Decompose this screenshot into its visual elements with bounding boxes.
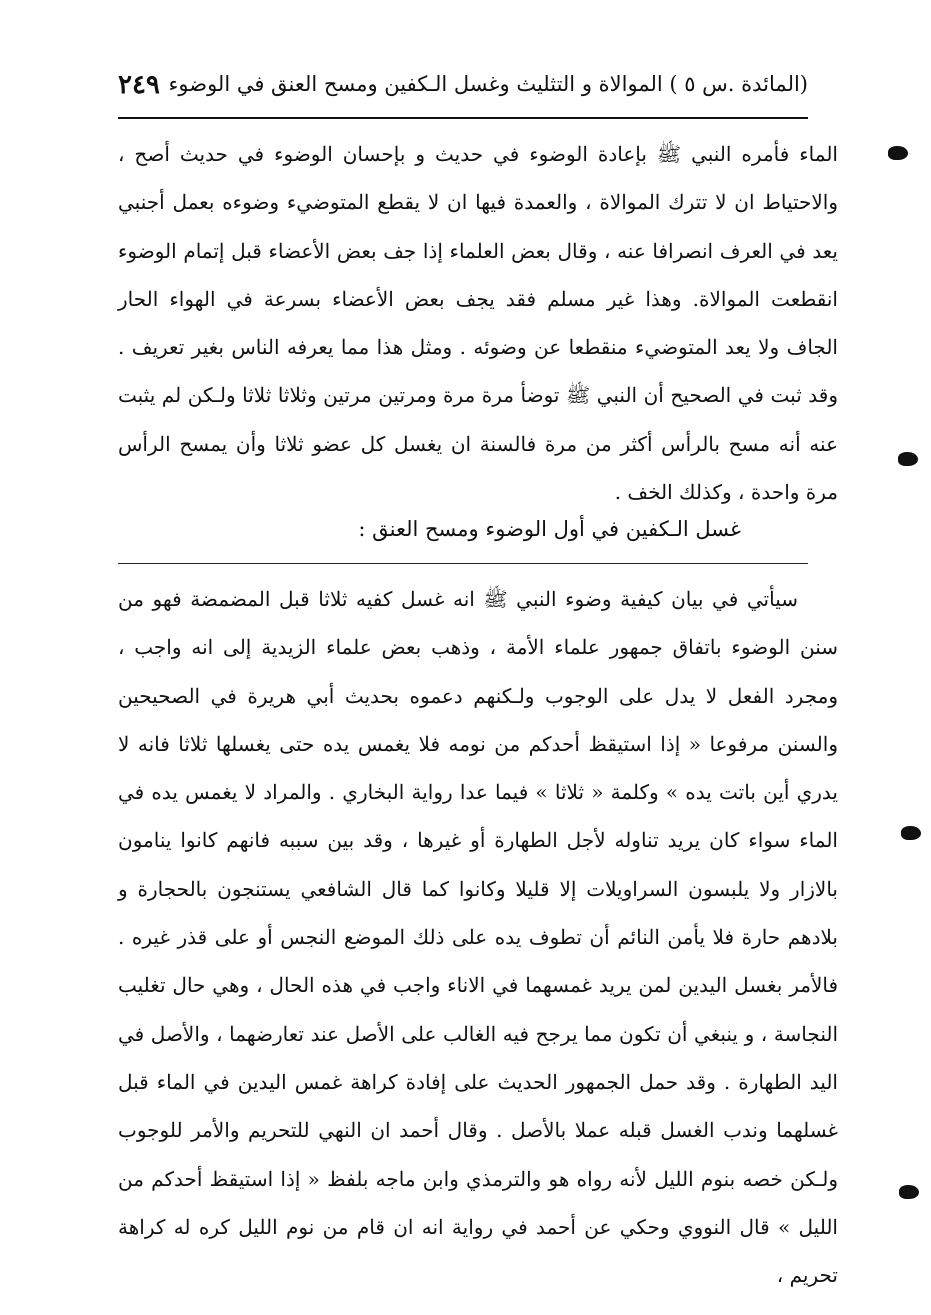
running-header	[118, 68, 808, 112]
section-heading: غسل الـكفين في أول الوضوء ومسح العنق :	[358, 517, 741, 541]
margin-blot-mark	[901, 826, 921, 840]
page-number: ٢٤٩	[118, 70, 160, 100]
margin-blot-mark	[898, 452, 918, 466]
paragraph-muwalat: الماء فأمره النبي ﷺ بإعادة الوضوء في حديث و بإحسان الوضوء في حديث أصح ، والاحتياط ان لا تترك الموالاة ، والعمدة فيها ان لا يقطع المتوضيء وضوءه بعمل أجنبي يعد في العرف انصرافا عنه ، وقال بعض العلماء إذا جف بعض الأعضاء قبل إتمام الوضوء انقطعت الموالاة. وهذا غير مسلم فقد يجف بعض الأعضاء بسرعة في الهواء الحار الجاف ولا يعد المتوضيء منقطعا عن وضوئه . ومثل هذا مما يعرفه الناس بغير تعريف . وقد ثبت في الصحيح أن النبي ﷺ توضأ مرة مرة ومرتين مرتين وثلاثا ثلاثا ولـكن لم يثبت عنه أنه مسح بالرأس أكثر من مرة فالسنة ان يغسل كل عضو ثلاثا وأن يمسح الرأس مرة واحدة ، وكذلك الخف .	[118, 142, 838, 505]
header-title: (المائدة .س ٥ ) الموالاة و التثليث وغسل الـكفين ومسح العنق في الوضوء	[168, 72, 808, 96]
header-divider	[118, 117, 808, 119]
margin-blot-mark	[899, 1185, 919, 1199]
margin-blot-mark	[888, 146, 908, 160]
paragraph-washing-hands: سيأتي في بيان كيفية وضوء النبي ﷺ انه غسل كفيه ثلاثا قبل المضمضة فهو من سنن الوضوء باتفاق جمهور علماء الأمة ، وذهب بعض علماء الزيدية إلى انه واجب ، ومجرد الفعل لا يدل على الوجوب ولـكنهم دعموه بحديث أبي هريرة في الصحيحين والسنن مرفوعا « إذا استيقظ أحدكم من نومه فلا يغمس يده حتى يغسلها ثلاثا فانه لا يدري أين باتت يده » وكلمة « ثلاثا » فيما عدا رواية البخاري . والمراد لا يغمس يده في الماء سواء كان يريد تناوله لأجل الطهارة أو غيرها ، وقد بين سببه فانهم كانوا ينامون بالازار ولا يلبسون السراويلات إلا قليلا وكانوا كما قال الشافعي يستنجون بالحجارة و بلادهم حارة فلا يأمن النائم أن تطوف يده على ذلك الموضع النجس أو على قذر غيره . فالأمر بغسل اليدين لمن يريد غمسهما في الاناء واجب في هذه الحال ، وهي حال تغليب النجاسة ، و ينبغي أن تكون مما يرجح فيه الغالب على الأصل عند تعارضهما ، والأصل في اليد الطهارة . وقد حمل الجمهور الحديث على إفادة كراهة غمس اليدين في الماء قبل غسلهما وندب الغسل قبله عملا بالأصل . وقال أحمد ان النهي للتحريم والأمر للوجوب ولـكن خصه بنوم الليل لأنه رواه هو والترمذي وابن ماجه بلفظ « إذا استيقظ أحدكم من الليل » قال النووي وحكي عن أحمد في رواية انه ان قام من نوم الليل كره له كراهة تحريم ،	[118, 587, 838, 1288]
heading-divider	[118, 563, 808, 564]
